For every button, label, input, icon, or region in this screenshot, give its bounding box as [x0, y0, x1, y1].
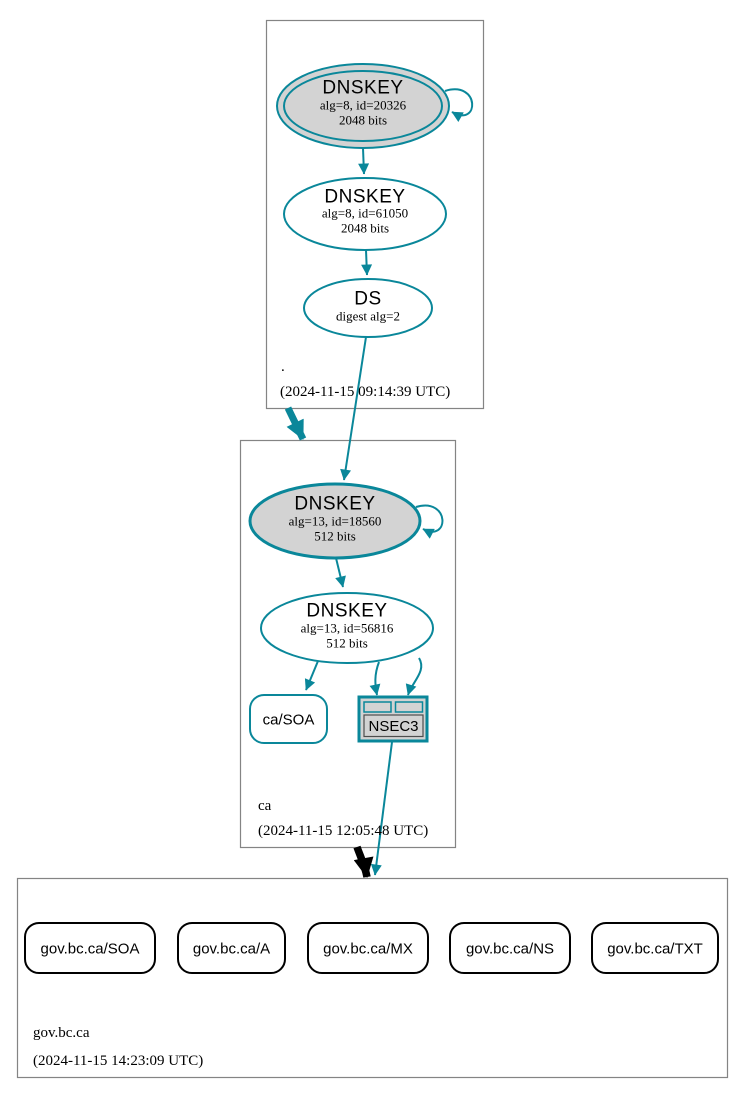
edge-nsec3-to-gov-bc-ca [375, 742, 392, 875]
node-gov-bc-ca-txt[interactable] [592, 923, 718, 973]
ca-zsk-title: DNSKEY [306, 600, 388, 622]
gov-bc-ca-mx-label: gov.bc.ca/MX [323, 940, 413, 958]
node-ca-ksk[interactable] [250, 484, 420, 558]
root-zsk-title: DNSKEY [324, 186, 406, 208]
gov-bc-ca-soa-label: gov.bc.ca/SOA [40, 940, 140, 958]
zone-label-root: . [281, 359, 285, 375]
node-root-ds[interactable] [304, 279, 432, 337]
zone-label-gov-bc-ca: gov.bc.ca [33, 1025, 90, 1041]
node-root-zsk[interactable] [284, 178, 446, 250]
nsec3-rrsig-cell-left [364, 702, 391, 712]
edge-delegation-ca-to-gov-bc-ca [357, 847, 367, 877]
node-gov-bc-ca-a[interactable] [178, 923, 285, 973]
edge-root-ksk-to-zsk [363, 148, 364, 174]
root-ksk-title: DNSKEY [322, 77, 404, 99]
node-gov-bc-ca-soa[interactable] [25, 923, 155, 973]
edge-delegation-root-to-ca [288, 408, 303, 439]
root-ds-title: DS [354, 288, 382, 310]
root-ksk-detail2: 2048 bits [338, 112, 388, 128]
edge-ca-zsk-to-soa [306, 661, 318, 690]
edge-ca-zsk-to-nsec3-right [408, 658, 421, 695]
node-ca-zsk[interactable] [261, 593, 433, 663]
root-ds-detail1: digest alg=2 [335, 308, 401, 324]
zone-timestamp-ca: (2024-11-15 12:05:48 UTC) [258, 823, 429, 839]
ca-ksk-detail2: 512 bits [314, 528, 356, 544]
node-root-ksk[interactable] [277, 64, 449, 148]
root-zsk-detail2: 2048 bits [340, 220, 390, 236]
zone-timestamp-root: (2024-11-15 09:14:39 UTC) [280, 384, 451, 400]
root-zsk-detail1: alg=8, id=61050 [321, 205, 409, 221]
ca-soa-label: ca/SOA [262, 711, 315, 729]
node-nsec3[interactable] [359, 697, 427, 741]
node-gov-bc-ca-mx[interactable] [308, 923, 428, 973]
ca-zsk-detail1: alg=13, id=56816 [300, 620, 394, 636]
node-ca-soa[interactable] [250, 695, 327, 743]
zone-box-gov-bc-ca [18, 879, 728, 1078]
edge-ca-ksk-to-zsk [336, 558, 343, 587]
nsec3-rrsig-cell-right [396, 702, 423, 712]
zone-timestamp-gov-bc-ca: (2024-11-15 14:23:09 UTC) [33, 1053, 204, 1069]
gov-bc-ca-txt-label: gov.bc.ca/TXT [607, 940, 703, 958]
gov-bc-ca-ns-label: gov.bc.ca/NS [465, 940, 555, 958]
gov-bc-ca-a-label: gov.bc.ca/A [192, 940, 271, 958]
edge-ca-zsk-to-nsec3-left [375, 662, 379, 695]
ca-zsk-detail2: 512 bits [326, 635, 368, 651]
ca-ksk-title: DNSKEY [294, 493, 376, 515]
root-ksk-detail1: alg=8, id=20326 [319, 97, 407, 113]
edge-root-zsk-to-ds [366, 250, 367, 275]
zone-label-ca: ca [258, 798, 272, 814]
nsec3-label: NSEC3 [368, 718, 419, 735]
node-gov-bc-ca-ns[interactable] [450, 923, 570, 973]
ca-ksk-detail1: alg=13, id=18560 [288, 513, 382, 529]
